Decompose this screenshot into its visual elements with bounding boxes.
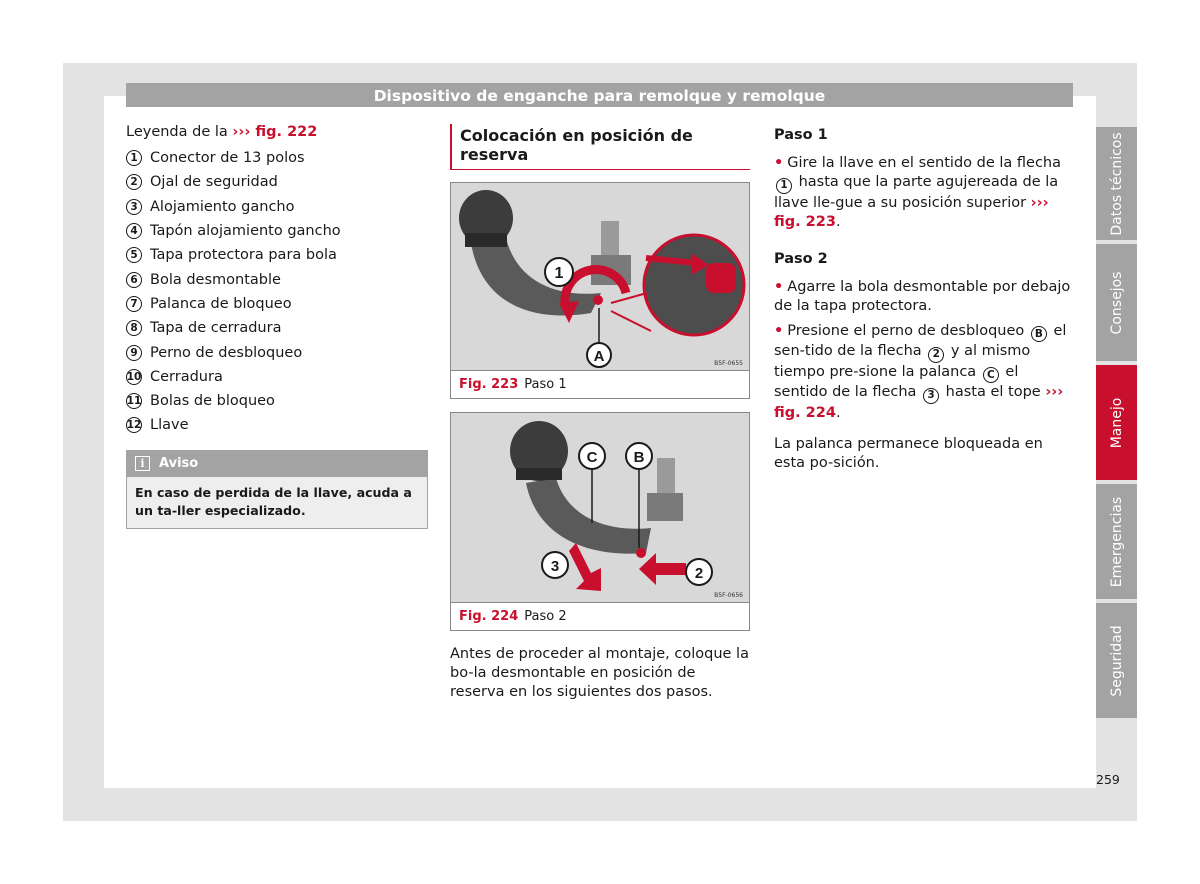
legend-item	[126, 219, 428, 243]
tab-label: Emergencias	[1108, 496, 1125, 587]
step-text: hasta el tope	[941, 384, 1046, 400]
tab-manejo[interactable]	[1096, 365, 1137, 480]
legend-number: 10	[126, 370, 142, 383]
legend-label: Bola desmontable	[150, 271, 281, 288]
tab-label: Consejos	[1108, 271, 1125, 334]
legend-label: Tapa protectora para bola	[150, 247, 337, 264]
step-text: Agarre la bola desmontable por debajo de la tapa protectora.	[774, 278, 1071, 314]
svg-text:3: 3	[550, 558, 560, 575]
step-2-bullet-2	[774, 322, 1074, 423]
chapter-tabs	[1096, 127, 1137, 722]
step-text: el sentido de la flecha	[774, 363, 1019, 400]
tab-label: Manejo	[1108, 397, 1125, 448]
figure-223	[450, 182, 750, 399]
legend-item	[126, 146, 428, 170]
legend-label: Bolas de bloqueo	[150, 393, 275, 410]
step-text: Presione el perno de desbloqueo	[787, 322, 1029, 339]
svg-text:B: B	[633, 449, 645, 466]
legend-column	[126, 124, 428, 529]
arrow-number: 2	[928, 347, 944, 363]
bullet-dot: •	[774, 322, 784, 339]
legend-label: Ojal de seguridad	[150, 174, 278, 191]
notice-title: Aviso	[159, 456, 199, 472]
figure-caption-text: Paso 1	[524, 377, 567, 392]
legend-number: 6	[126, 272, 142, 288]
legend-item	[126, 195, 428, 219]
figure-code: B5F-0656	[714, 592, 743, 599]
notice-box	[126, 450, 428, 529]
legend-number: 11	[126, 395, 142, 408]
legend-label: Perno de desbloqueo	[150, 344, 303, 361]
fig-223-link[interactable]: ››› fig. 223	[774, 194, 1049, 230]
legend-label: Conector de 13 polos	[150, 150, 305, 167]
step-1-bullet	[774, 154, 1074, 232]
callout-letter: C	[983, 367, 999, 383]
step-text: hasta que la parte agujereada de la llave lle-gue a su posición superior	[774, 174, 1059, 211]
figure-label: Fig. 224	[459, 609, 519, 624]
legend-item	[126, 243, 428, 267]
figures-column	[450, 124, 750, 702]
arrow-number: 1	[776, 178, 792, 194]
legend-number: 4	[126, 223, 142, 239]
notice-header	[127, 451, 427, 477]
page-number: 259	[1096, 772, 1120, 787]
tab-consejos[interactable]	[1096, 244, 1137, 361]
section-intro: Antes de proceder al montaje, coloque la bo-la desmontable en posición de reserva en los siguientes dos pasos.	[450, 646, 749, 700]
tab-label: Seguridad	[1108, 624, 1125, 697]
legend-item	[126, 292, 428, 316]
legend-label: Palanca de bloqueo	[150, 295, 292, 312]
figure-label: Fig. 223	[459, 377, 519, 392]
figure-224-illustration	[451, 413, 749, 602]
step-text: .	[835, 213, 841, 230]
step-2-title: Paso 2	[774, 250, 828, 267]
bullet-dot: •	[774, 155, 784, 171]
legend-label: Tapón alojamiento gancho	[150, 223, 341, 240]
svg-text:1: 1	[554, 265, 564, 282]
info-icon: i	[135, 456, 150, 471]
legend-number: 9	[126, 345, 142, 361]
legend-item	[126, 170, 428, 194]
legend-number: 2	[126, 174, 142, 190]
legend-intro-text: Leyenda de la	[126, 124, 233, 140]
legend-number: 3	[126, 199, 142, 215]
svg-text:2: 2	[694, 565, 704, 582]
step-text: y al mismo tiempo pre-sione la palanca	[774, 343, 1031, 380]
tab-datos-tecnicos[interactable]	[1096, 127, 1137, 240]
fig-222-link[interactable]: ››› fig. 222	[232, 124, 318, 140]
step-text: .	[835, 404, 841, 421]
legend-label: Llave	[150, 417, 189, 434]
figure-code: B5F-0655	[714, 360, 743, 367]
legend-item	[126, 340, 428, 364]
arrow-number: 3	[923, 388, 939, 404]
step-2-bullet-1	[774, 278, 1074, 316]
legend-number: 12	[126, 419, 142, 432]
figure-223-illustration	[451, 183, 749, 370]
legend-label: Cerradura	[150, 368, 223, 385]
svg-text:C: C	[586, 449, 598, 466]
closing-text: La palanca permanece bloqueada en esta po-sición.	[774, 435, 1043, 471]
tow-hook-step2-drawing	[451, 413, 749, 602]
legend-item	[126, 267, 428, 291]
figure-caption-text: Paso 2	[524, 609, 567, 624]
fig-224-link[interactable]: ››› fig. 224	[774, 384, 1064, 421]
legend-item	[126, 365, 428, 389]
legend-number: 1	[126, 150, 142, 166]
chapter-header: Dispositivo de enganche para remolque y remolque	[126, 83, 1073, 107]
legend-list	[126, 146, 428, 438]
legend-label: Tapa de cerradura	[150, 320, 282, 337]
svg-text:A: A	[593, 348, 605, 365]
steps-column	[774, 124, 1074, 473]
figure-caption	[451, 602, 749, 630]
tow-hook-step1-drawing	[451, 183, 749, 370]
figure-caption	[451, 370, 749, 398]
legend-intro	[126, 124, 428, 140]
bullet-dot: •	[774, 278, 784, 295]
legend-label: Alojamiento gancho	[150, 198, 295, 215]
legend-item	[126, 316, 428, 340]
figure-224	[450, 412, 750, 631]
step-1-title: Paso 1	[774, 127, 828, 143]
legend-number: 7	[126, 296, 142, 312]
legend-item	[126, 413, 428, 437]
tab-emergencias[interactable]	[1096, 484, 1137, 599]
step-text: el sen-tido de la flecha	[774, 322, 1067, 359]
notice-text: En caso de perdida de la llave, acuda a un ta-ller especializado.	[135, 484, 412, 518]
legend-item	[126, 389, 428, 413]
tab-seguridad[interactable]	[1096, 603, 1137, 718]
legend-number: 5	[126, 247, 142, 263]
tab-label: Datos técnicos	[1108, 131, 1125, 236]
legend-number: 8	[126, 320, 142, 336]
section-title: Colocación en posición de reserva	[450, 124, 750, 170]
step-text: Gire la llave en el sentido de la flecha	[787, 155, 1061, 171]
callout-letter: B	[1031, 326, 1047, 342]
